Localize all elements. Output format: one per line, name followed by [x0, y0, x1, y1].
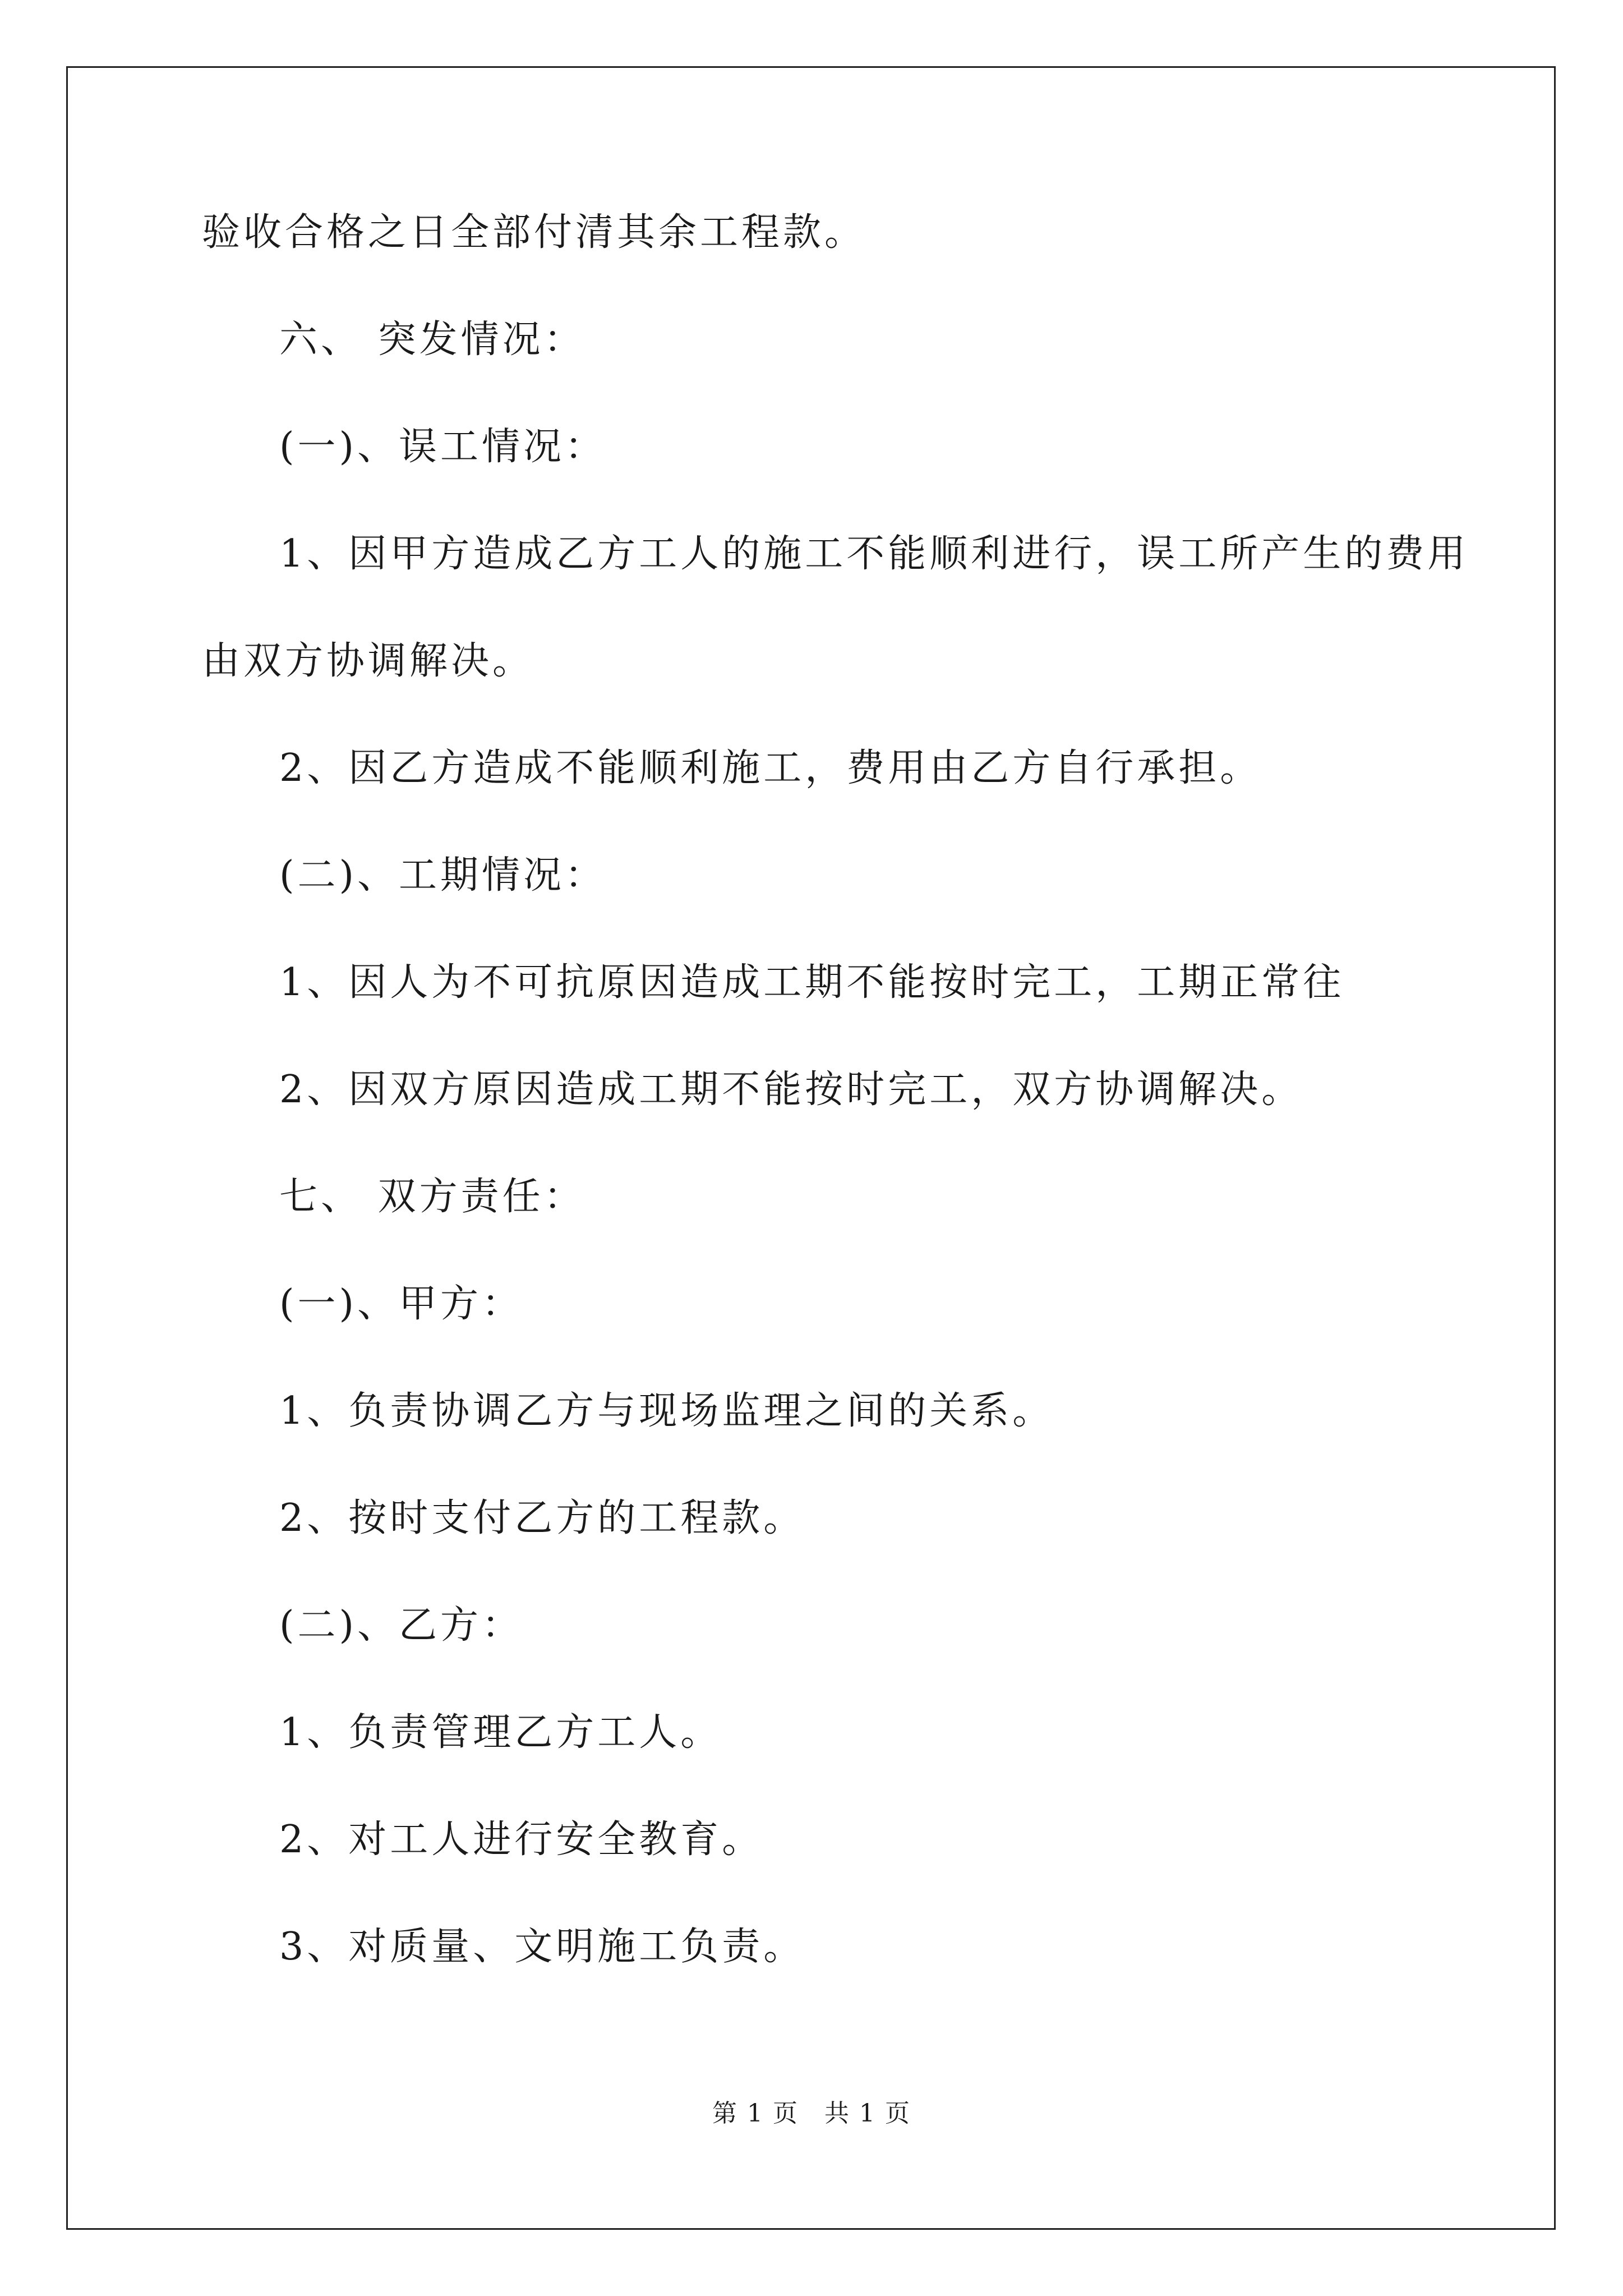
paragraph-line: 3、对质量、文明施工负责。 — [279, 1925, 805, 1969]
paragraph-line: 验收合格之日全部付清其余工程款。 — [202, 210, 866, 255]
subsection-heading: (二)、乙方： — [279, 1603, 524, 1648]
subsection-heading: (二)、工期情况： — [279, 853, 607, 898]
section-heading: 六、 突发情况： — [279, 318, 585, 362]
page-number-footer: 第 1 页 共 1 页 — [712, 2099, 911, 2128]
paragraph-line: 2、按时支付乙方的工程款。 — [279, 1496, 805, 1540]
page-border — [66, 66, 1556, 2230]
paragraph-line: 2、因双方原因造成工期不能按时完工，双方协调解决。 — [279, 1068, 1303, 1112]
paragraph-line: 2、对工人进行安全教育。 — [279, 1818, 764, 1862]
paragraph-line: 1、因人为不可抗原因造成工期不能按时完工，工期正常往 — [279, 960, 1345, 1005]
paragraph-line: 1、因甲方造成乙方工人的施工不能顺利进行，误工所产生的费用 — [279, 532, 1469, 576]
paragraph-line: 2、因乙方造成不能顺利施工，费用由乙方自行承担。 — [279, 746, 1262, 790]
paragraph-line: 1、负责协调乙方与现场监理之间的关系。 — [279, 1389, 1054, 1433]
subsection-heading: (一)、甲方： — [279, 1282, 524, 1326]
subsection-heading: (一)、误工情况： — [279, 425, 607, 469]
paragraph-line: 由双方协调解决。 — [202, 639, 534, 683]
section-heading: 七、 双方责任： — [279, 1175, 585, 1219]
paragraph-line: 1、负责管理乙方工人。 — [279, 1710, 722, 1755]
